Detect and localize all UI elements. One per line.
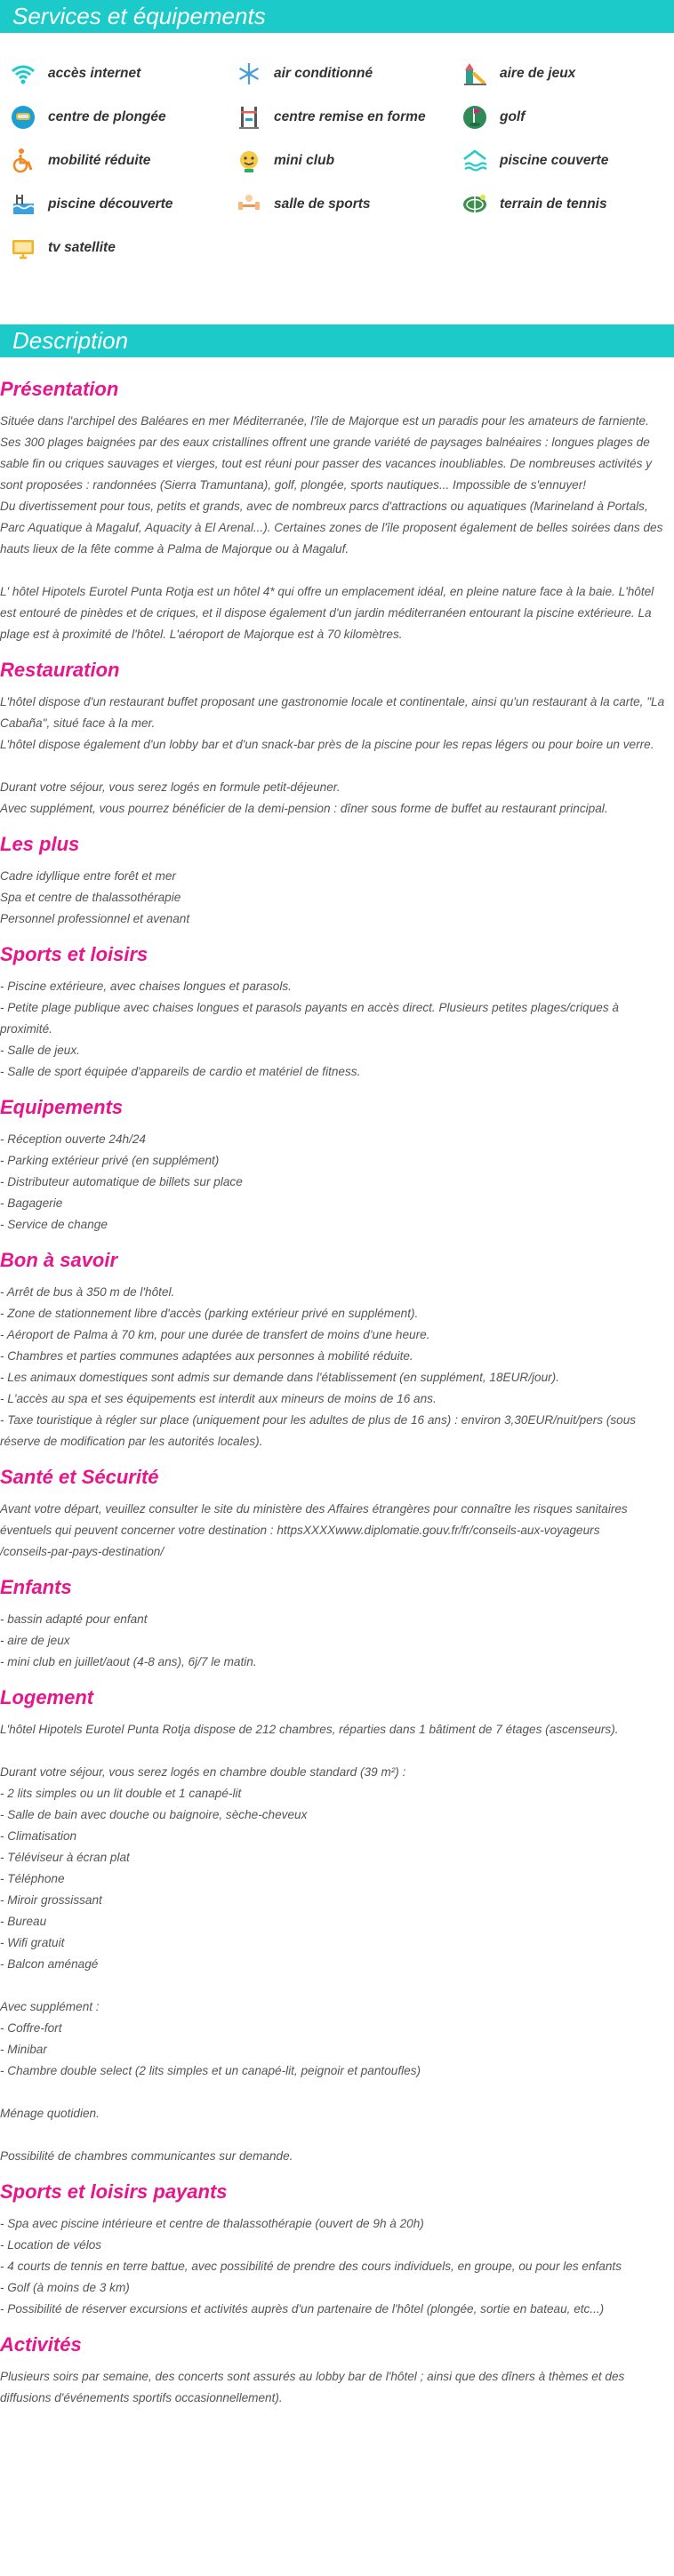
section-heading: Restauration bbox=[0, 659, 120, 681]
section-heading: Enfants bbox=[0, 1576, 72, 1598]
section-heading: Bon à savoir bbox=[0, 1249, 118, 1271]
tennis-icon bbox=[461, 190, 489, 219]
golf-icon bbox=[461, 103, 489, 132]
service-label: terrain de tennis bbox=[500, 196, 607, 212]
wifi-icon bbox=[9, 60, 37, 88]
services-header: Services et équipements bbox=[0, 0, 674, 33]
section-text: - Arrêt de bus à 350 m de l'hôtel. - Zone de stationnement libre d'accès (parking extérieur privé en supplément). - Aéroport de Palma à 70 km, pour une durée de transfert de moins d'une heure. - Chambres et parties communes adaptées aux personnes à mobilité réduite. - Les animaux domestiques sont admis sur demande dans l'établissement (en supplément, 18EUR/jour). - L'accès au spa et ses équipements est interdit aux mineurs de moins de 16 ans. - Taxe touristique à régler sur place (uniquement pour les adultes de plus de 16 ans) : environ 3,30EUR/nuit/pers (sous réserve de modification par les autorités locales). bbox=[0, 1285, 637, 1448]
service-item bbox=[9, 52, 235, 95]
mini-club-icon bbox=[235, 147, 263, 175]
service-label: aire de jeux bbox=[500, 65, 576, 81]
section-heading: Equipements bbox=[0, 1096, 124, 1118]
section-text: L'hôtel dispose d'un restaurant buffet proposant une gastronomie locale et continentale, ainsi qu'un restaurant à la carte, "La Cabaña", situé face à la mer. L'hôtel dispose également d'un lobby bar et d'un snack-bar près de la piscine pour les repas légers ou pour boire un verre. Durant votre séjour, vous serez logés en formule petit-déjeuner. Avec supplément, vous pourrez bénéficier de la demi-pension : dîner sous forme de buffet au restaurant principal. bbox=[0, 695, 665, 815]
description-header: Description bbox=[0, 324, 674, 357]
section-text: Avant votre départ, veuillez consulter le site du ministère des Affaires étrangères pour connaître les risques sanitaires éventuels qui peuvent concerner votre destination : httpsXXXXwww.diplomatie.gouv.fr/fr/conseils-aux-voyageurs /conseils-par-pays-destination/ bbox=[0, 1502, 628, 1558]
service-item bbox=[461, 182, 674, 226]
fitness-icon bbox=[235, 103, 263, 132]
outdoor-pool-icon bbox=[9, 190, 37, 219]
section-heading: Présentation bbox=[0, 378, 119, 400]
service-label: mobilité réduite bbox=[48, 152, 151, 168]
service-label: air conditionné bbox=[274, 65, 373, 81]
service-label: piscine découverte bbox=[48, 196, 173, 212]
section-text: - Spa avec piscine intérieure et centre de thalassothérapie (ouvert de 9h à 20h) - Location de vélos - 4 courts de tennis en terre battue, avec possibilité de prendre des cours individuels, en groupe, ou pour les enfants - Golf (à moins de 3 km) - Possibilité de réserver excursions et activités auprès d'un partenaire de l'hôtel (plongée, sortie en bateau, etc...) bbox=[0, 2217, 622, 2316]
covered-pool-icon bbox=[461, 147, 489, 175]
service-label: centre de plongée bbox=[48, 108, 166, 124]
section-text: - bassin adapté pour enfant - aire de jeux - mini club en juillet/aout (4-8 ans), 6j/7 le matin. bbox=[0, 1612, 257, 1668]
service-item bbox=[9, 139, 235, 182]
section-heading: Sports et loisirs payants bbox=[0, 2180, 228, 2203]
section-text: - Réception ouverte 24h/24 - Parking extérieur privé (en supplément) - Distributeur automatique de billets sur place - Bagagerie - Service de change bbox=[0, 1132, 243, 1231]
service-item bbox=[235, 139, 461, 182]
service-label: salle de sports bbox=[274, 196, 371, 212]
service-label: accès internet bbox=[48, 65, 141, 81]
section-heading: Sports et loisirs bbox=[0, 943, 148, 965]
service-label: centre remise en forme bbox=[274, 108, 426, 124]
service-item bbox=[9, 95, 235, 139]
service-item bbox=[235, 95, 461, 139]
section-heading: Logement bbox=[0, 1686, 94, 1708]
section-heading: Activités bbox=[0, 2333, 82, 2356]
section-text: Cadre idyllique entre forêt et mer Spa et centre de thalassothérapie Personnel professionnel et avenant bbox=[0, 869, 190, 925]
section-text: Plusieurs soirs par semaine, des concerts sont assurés au lobby bar de l'hôtel ; ainsi que des dîners à thèmes et des diffusions d'événements sportifs occasionnellement). bbox=[0, 2370, 625, 2404]
service-item bbox=[461, 95, 674, 139]
service-label: mini club bbox=[274, 152, 335, 168]
service-item bbox=[461, 139, 674, 182]
service-label: tv satellite bbox=[48, 239, 116, 255]
wheelchair-icon bbox=[9, 147, 37, 175]
section-heading: Santé et Sécurité bbox=[0, 1466, 159, 1488]
tv-icon bbox=[9, 234, 37, 262]
section-text: L'hôtel Hipotels Eurotel Punta Rotja dispose de 212 chambres, réparties dans 1 bâtiment de 7 étages (ascenseurs). Durant votre séjour, vous serez logés en chambre double standard (39 m²) : - 2 lits simples ou un lit double et 1 canapé-lit - Salle de bain avec douche ou baignoire, sèche-cheveux - Climatisation - Téléviseur à écran plat - Téléphone - Miroir grossissant - Bureau - Wifi gratuit - Balcon aménagé Avec supplément : - Coffre-fort - Minibar - Chambre double select (2 lits simples et un canapé-lit, peignoir et pantoufles) Ménage quotidien. Possibilité de chambres communicantes sur demande. bbox=[0, 1723, 619, 2163]
playground-icon bbox=[461, 60, 489, 88]
section-heading: Les plus bbox=[0, 833, 80, 855]
service-item bbox=[9, 226, 235, 269]
snowflake-icon bbox=[235, 60, 263, 88]
service-label: golf bbox=[500, 108, 526, 124]
description-content bbox=[0, 357, 674, 2409]
service-item bbox=[461, 52, 674, 95]
service-item bbox=[235, 52, 461, 95]
section-text: - Piscine extérieure, avec chaises longues et parasols. - Petite plage publique avec chaises longues et parasols payants en accès direct. Plusieurs petites plages/criques à proximité. - Salle de jeux. - Salle de sport équipée d'appareils de cardio et matériel de fitness. bbox=[0, 980, 619, 1078]
service-label: piscine couverte bbox=[500, 152, 609, 168]
section-text: Située dans l'archipel des Baléares en mer Méditerranée, l'île de Majorque est un paradis pour les amateurs de farniente. Ses 300 plages baignées par des eaux cristallines offrent une grande variété de paysages balnéaires : longues plages de sable fin ou criques sauvages et vierges, tout est réuni pour passer des vacances inoubliables. De nombreuses activités y sont proposées : randonnées (Sierra Tramuntana), golf, plongée, sports nautiques... Impossible de s'ennuyer! Du divertissement pour tous, petits et grands, avec de nombreux parcs d'attractions ou aquatiques (Marineland à Portals, Parc Aquatique à Magaluf, Aquacity à El Arenal...). Certaines zones de l'île proposent également de belles soirées dans des hauts lieux de la fête comme à Palma de Majorque ou à Magaluf. L' hôtel Hipotels Eurotel Punta Rotja est un hôtel 4* qui offre un emplacement idéal, en pleine nature face à la baie. L'hôtel est entouré de pinèdes et de criques, et il dispose également d'un jardin méditerranéen entourant la piscine extérieure. La plage est à proximité de l'hôtel. L'aéroport de Majorque est à 70 kilomètres. bbox=[0, 414, 663, 641]
service-item bbox=[9, 182, 235, 226]
service-item bbox=[235, 182, 461, 226]
diving-icon bbox=[9, 103, 37, 132]
services-grid bbox=[0, 33, 674, 269]
gym-icon bbox=[235, 190, 263, 219]
